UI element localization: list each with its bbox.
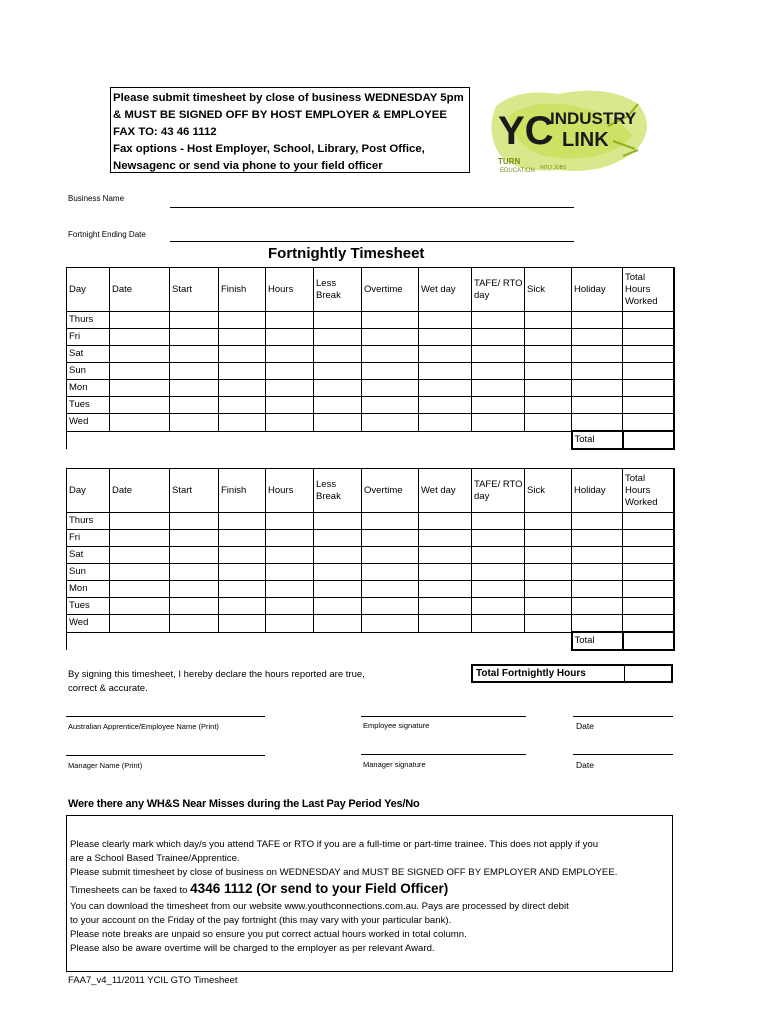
date-cell[interactable] <box>110 363 170 380</box>
hours-cell[interactable] <box>266 581 314 598</box>
week2-total-cell[interactable] <box>623 632 674 650</box>
info-line: Please note breaks are unpaid so ensure you put correct actual hours worked in total column. <box>70 929 467 940</box>
date-label: Date <box>576 721 594 731</box>
start-cell[interactable] <box>170 312 219 329</box>
header-day: Day <box>67 469 110 513</box>
hours-cell[interactable] <box>266 329 314 346</box>
wet-day-cell[interactable] <box>419 598 472 615</box>
holiday-cell[interactable] <box>572 513 623 530</box>
logo-tagline-turn: TURN <box>498 157 521 166</box>
info-fax-number: 4346 1112 (Or send to your Field Officer) <box>190 881 449 896</box>
hours-cell[interactable] <box>266 397 314 414</box>
total-cell[interactable] <box>623 581 674 598</box>
manager-name-line[interactable] <box>66 755 265 756</box>
sick-cell[interactable] <box>525 363 572 380</box>
overtime-cell[interactable] <box>362 312 419 329</box>
logo-tagline-jobs: INTO JOBS <box>540 165 567 171</box>
sick-cell[interactable] <box>525 513 572 530</box>
break-cell[interactable] <box>314 329 362 346</box>
start-cell[interactable] <box>170 547 219 564</box>
yc-industry-link-logo <box>488 86 658 178</box>
tafe-cell[interactable] <box>472 564 525 581</box>
day-cell: Mon <box>67 581 110 598</box>
info-line: are a School Based Trainee/Apprentice. <box>70 853 240 864</box>
sick-cell[interactable] <box>525 329 572 346</box>
sick-cell[interactable] <box>525 346 572 363</box>
notice-line: & MUST BE SIGNED OFF BY HOST EMPLOYER & EMPLOYEE <box>113 109 447 121</box>
break-cell[interactable] <box>314 363 362 380</box>
total-cell[interactable] <box>623 513 674 530</box>
start-cell[interactable] <box>170 346 219 363</box>
break-cell[interactable] <box>314 598 362 615</box>
total-cell[interactable] <box>623 346 674 363</box>
holiday-cell[interactable] <box>572 598 623 615</box>
sick-cell[interactable] <box>525 564 572 581</box>
sick-cell[interactable] <box>525 615 572 633</box>
table-row <box>67 581 674 598</box>
header-holiday: Holiday <box>572 268 623 312</box>
holiday-cell[interactable] <box>572 530 623 547</box>
table-row <box>67 598 674 615</box>
table-header-row <box>67 268 674 312</box>
date-cell[interactable] <box>110 513 170 530</box>
date-cell[interactable] <box>110 329 170 346</box>
overtime-cell[interactable] <box>362 513 419 530</box>
header-tafe-rto-day: TAFE/ RTO day <box>472 268 525 312</box>
day-cell: Tues <box>67 397 110 414</box>
employee-signature-line[interactable] <box>361 716 526 717</box>
holiday-cell[interactable] <box>572 547 623 564</box>
day-cell: Sun <box>67 564 110 581</box>
start-cell[interactable] <box>170 581 219 598</box>
header-less-break: Less Break <box>314 268 362 312</box>
overtime-cell[interactable] <box>362 598 419 615</box>
start-cell[interactable] <box>170 530 219 547</box>
overtime-cell[interactable] <box>362 564 419 581</box>
date-cell[interactable] <box>110 380 170 397</box>
holiday-cell[interactable] <box>572 581 623 598</box>
total-fortnightly-label: Total Fortnightly Hours <box>473 666 625 681</box>
finish-cell[interactable] <box>219 380 266 397</box>
break-cell[interactable] <box>314 513 362 530</box>
tafe-cell[interactable] <box>472 329 525 346</box>
wet-day-cell[interactable] <box>419 329 472 346</box>
finish-cell[interactable] <box>219 615 266 633</box>
holiday-cell[interactable] <box>572 363 623 380</box>
wet-day-cell[interactable] <box>419 397 472 414</box>
wet-day-cell[interactable] <box>419 380 472 397</box>
date-cell[interactable] <box>110 346 170 363</box>
tafe-cell[interactable] <box>472 414 525 432</box>
tafe-cell[interactable] <box>472 380 525 397</box>
declaration <box>68 668 365 696</box>
date-cell[interactable] <box>110 564 170 581</box>
tafe-cell[interactable] <box>472 363 525 380</box>
start-cell[interactable] <box>170 598 219 615</box>
header-less-break: Less Break <box>314 469 362 513</box>
header-hours: Hours <box>266 469 314 513</box>
start-cell[interactable] <box>170 615 219 633</box>
start-cell[interactable] <box>170 513 219 530</box>
sick-cell[interactable] <box>525 380 572 397</box>
break-cell[interactable] <box>314 346 362 363</box>
sick-cell[interactable] <box>525 397 572 414</box>
day-cell: Sat <box>67 346 110 363</box>
overtime-cell[interactable] <box>362 414 419 432</box>
holiday-cell[interactable] <box>572 615 623 633</box>
start-cell[interactable] <box>170 414 219 432</box>
break-cell[interactable] <box>314 312 362 329</box>
tafe-cell[interactable] <box>472 397 525 414</box>
logo-yc: YC <box>498 109 554 153</box>
start-cell[interactable] <box>170 564 219 581</box>
hours-cell[interactable] <box>266 530 314 547</box>
table-row <box>67 346 674 363</box>
info-line: Please submit timesheet by close of business on WEDNESDAY and MUST BE SIGNED OFF BY EMPLOYER AND EMPLOYEE. <box>70 867 618 878</box>
day-cell: Fri <box>67 530 110 547</box>
sick-cell[interactable] <box>525 414 572 432</box>
table-row <box>67 380 674 397</box>
table-row <box>67 329 674 346</box>
total-cell[interactable] <box>623 363 674 380</box>
break-cell[interactable] <box>314 380 362 397</box>
finish-cell[interactable] <box>219 414 266 432</box>
instructions-box <box>66 815 673 972</box>
employee-name-label: Australian Apprentice/Employee Name (Print) <box>68 722 219 731</box>
holiday-cell[interactable] <box>572 312 623 329</box>
table-row <box>67 547 674 564</box>
total-cell[interactable] <box>623 564 674 581</box>
tafe-cell[interactable] <box>472 581 525 598</box>
total-cell[interactable] <box>623 397 674 414</box>
break-cell[interactable] <box>314 414 362 432</box>
notice-line: FAX TO: 43 46 1112 <box>113 126 217 138</box>
finish-cell[interactable] <box>219 363 266 380</box>
whs-question: Were there any WH&S Near Misses during the Last Pay Period Yes/No <box>68 798 420 810</box>
start-cell[interactable] <box>170 397 219 414</box>
overtime-cell[interactable] <box>362 581 419 598</box>
holiday-cell[interactable] <box>572 414 623 432</box>
notice-line: Fax options - Host Employer, School, Library, Post Office, <box>113 143 425 155</box>
finish-cell[interactable] <box>219 329 266 346</box>
hours-cell[interactable] <box>266 513 314 530</box>
week1-total-cell[interactable] <box>623 431 674 449</box>
break-cell[interactable] <box>314 530 362 547</box>
total-cell[interactable] <box>623 530 674 547</box>
header-overtime: Overtime <box>362 469 419 513</box>
overtime-cell[interactable] <box>362 397 419 414</box>
table-row <box>67 414 674 432</box>
hours-cell[interactable] <box>266 564 314 581</box>
finish-cell[interactable] <box>219 530 266 547</box>
declaration-line: correct & accurate. <box>68 683 148 694</box>
header-sick: Sick <box>525 268 572 312</box>
date-cell[interactable] <box>110 598 170 615</box>
day-cell: Wed <box>67 414 110 432</box>
day-cell: Thurs <box>67 312 110 329</box>
info-line: You can download the timesheet from our website www.youthconnections.com.au. Pays are processed by direct debit <box>70 901 569 912</box>
header-tafe-rto-day: TAFE/ RTO day <box>472 469 525 513</box>
tafe-cell[interactable] <box>472 547 525 564</box>
header-total-hours: Total Hours Worked <box>623 268 674 312</box>
day-cell: Thurs <box>67 513 110 530</box>
notice-line: Newsagenc or send via phone to your field officer <box>113 160 383 172</box>
break-cell[interactable] <box>314 547 362 564</box>
fortnight-ending-label: Fortnight Ending Date <box>68 230 146 239</box>
hours-cell[interactable] <box>266 363 314 380</box>
finish-cell[interactable] <box>219 312 266 329</box>
table-row <box>67 615 674 633</box>
logo-link: LINK <box>562 129 609 151</box>
total-row <box>67 632 674 650</box>
break-cell[interactable] <box>314 397 362 414</box>
overtime-cell[interactable] <box>362 380 419 397</box>
date-cell[interactable] <box>110 530 170 547</box>
total-fortnightly-hours-box <box>471 664 673 683</box>
wet-day-cell[interactable] <box>419 581 472 598</box>
day-cell: Fri <box>67 329 110 346</box>
wet-day-cell[interactable] <box>419 363 472 380</box>
header-day: Day <box>67 268 110 312</box>
fortnight-ending-line[interactable] <box>170 241 574 242</box>
header-start: Start <box>170 268 219 312</box>
total-cell[interactable] <box>623 312 674 329</box>
table-row <box>67 513 674 530</box>
table-row <box>67 564 674 581</box>
finish-cell[interactable] <box>219 397 266 414</box>
info-line: Please clearly mark which day/s you attend TAFE or RTO if you are a full-time or part-time trainee. This does not apply if you <box>70 839 599 850</box>
finish-cell[interactable] <box>219 547 266 564</box>
notice-line: Please submit timesheet by close of business WEDNESDAY 5pm <box>113 92 464 104</box>
header-wet-day: Wet day <box>419 469 472 513</box>
total-cell[interactable] <box>623 329 674 346</box>
employee-signature-label: Employee signature <box>363 721 430 730</box>
tafe-cell[interactable] <box>472 312 525 329</box>
start-cell[interactable] <box>170 363 219 380</box>
business-name-label: Business Name <box>68 194 125 203</box>
total-cell[interactable] <box>623 598 674 615</box>
date-cell[interactable] <box>110 615 170 633</box>
logo-industry: INDUSTRY <box>550 109 637 128</box>
tafe-cell[interactable] <box>472 598 525 615</box>
hours-cell[interactable] <box>266 380 314 397</box>
finish-cell[interactable] <box>219 581 266 598</box>
date-cell[interactable] <box>110 547 170 564</box>
date-cell[interactable] <box>110 581 170 598</box>
total-cell[interactable] <box>623 414 674 432</box>
header-start: Start <box>170 469 219 513</box>
page-title: Fortnightly Timesheet <box>268 245 425 262</box>
date-cell[interactable] <box>110 414 170 432</box>
overtime-cell[interactable] <box>362 346 419 363</box>
table-row <box>67 397 674 414</box>
date-line[interactable] <box>573 716 673 717</box>
date-label: Date <box>576 760 594 770</box>
date-line[interactable] <box>573 754 673 755</box>
table-row <box>67 312 674 329</box>
manager-signature-line[interactable] <box>361 754 526 755</box>
day-cell: Sun <box>67 363 110 380</box>
holiday-cell[interactable] <box>572 397 623 414</box>
wet-day-cell[interactable] <box>419 547 472 564</box>
break-cell[interactable] <box>314 581 362 598</box>
wet-day-cell[interactable] <box>419 312 472 329</box>
overtime-cell[interactable] <box>362 530 419 547</box>
info-line: Please also be aware overtime will be charged to the employer as per relevant Award. <box>70 943 435 954</box>
finish-cell[interactable] <box>219 513 266 530</box>
total-fortnightly-value[interactable] <box>625 666 671 681</box>
header-date: Date <box>110 268 170 312</box>
finish-cell[interactable] <box>219 598 266 615</box>
header-hours: Hours <box>266 268 314 312</box>
overtime-cell[interactable] <box>362 363 419 380</box>
day-cell: Mon <box>67 380 110 397</box>
hours-cell[interactable] <box>266 346 314 363</box>
header-overtime: Overtime <box>362 268 419 312</box>
week1-timesheet-table <box>66 267 675 450</box>
header-wet-day: Wet day <box>419 268 472 312</box>
holiday-cell[interactable] <box>572 329 623 346</box>
date-cell[interactable] <box>110 312 170 329</box>
total-label: Total <box>572 632 623 650</box>
day-cell: Tues <box>67 598 110 615</box>
header-sick: Sick <box>525 469 572 513</box>
hours-cell[interactable] <box>266 547 314 564</box>
total-cell[interactable] <box>623 615 674 633</box>
header-total-hours: Total Hours Worked <box>623 469 674 513</box>
table-row <box>67 363 674 380</box>
info-line: to your account on the Friday of the pay fortnight (this may vary with your particular bank). <box>70 915 452 926</box>
info-fax-prefix: Timesheets can be faxed to <box>70 885 191 896</box>
employee-name-line[interactable] <box>66 716 265 717</box>
header-holiday: Holiday <box>572 469 623 513</box>
tafe-cell[interactable] <box>472 530 525 547</box>
footer-form-id: FAA7_v4_11/2011 YCIL GTO Timesheet <box>68 975 238 986</box>
table-row <box>67 530 674 547</box>
manager-signature-label: Manager signature <box>363 760 426 769</box>
day-cell: Sat <box>67 547 110 564</box>
header-finish: Finish <box>219 268 266 312</box>
overtime-cell[interactable] <box>362 329 419 346</box>
sick-cell[interactable] <box>525 581 572 598</box>
logo-tagline-education: EDUCATION <box>500 168 535 174</box>
hours-cell[interactable] <box>266 598 314 615</box>
wet-day-cell[interactable] <box>419 564 472 581</box>
date-cell[interactable] <box>110 397 170 414</box>
total-label: Total <box>572 431 623 449</box>
break-cell[interactable] <box>314 564 362 581</box>
sick-cell[interactable] <box>525 598 572 615</box>
sick-cell[interactable] <box>525 312 572 329</box>
header-finish: Finish <box>219 469 266 513</box>
wet-day-cell[interactable] <box>419 414 472 432</box>
total-row <box>67 431 674 449</box>
hours-cell[interactable] <box>266 615 314 633</box>
holiday-cell[interactable] <box>572 564 623 581</box>
total-cell[interactable] <box>623 380 674 397</box>
tafe-cell[interactable] <box>472 615 525 633</box>
hours-cell[interactable] <box>266 414 314 432</box>
holiday-cell[interactable] <box>572 346 623 363</box>
finish-cell[interactable] <box>219 564 266 581</box>
wet-day-cell[interactable] <box>419 615 472 633</box>
overtime-cell[interactable] <box>362 547 419 564</box>
table-header-row <box>67 469 674 513</box>
holiday-cell[interactable] <box>572 380 623 397</box>
day-cell: Wed <box>67 615 110 633</box>
break-cell[interactable] <box>314 615 362 633</box>
info-line <box>70 880 672 900</box>
overtime-cell[interactable] <box>362 615 419 633</box>
total-cell[interactable] <box>623 547 674 564</box>
manager-name-label: Manager Name (Print) <box>68 761 143 770</box>
sick-cell[interactable] <box>525 530 572 547</box>
start-cell[interactable] <box>170 380 219 397</box>
business-name-line[interactable] <box>170 207 574 208</box>
sick-cell[interactable] <box>525 547 572 564</box>
wet-day-cell[interactable] <box>419 530 472 547</box>
week2-timesheet-table <box>66 468 675 651</box>
declaration-line: By signing this timesheet, I hereby declare the hours reported are true, <box>68 669 365 680</box>
submission-notice <box>110 87 470 173</box>
tafe-cell[interactable] <box>472 513 525 530</box>
tafe-cell[interactable] <box>472 346 525 363</box>
start-cell[interactable] <box>170 329 219 346</box>
wet-day-cell[interactable] <box>419 346 472 363</box>
finish-cell[interactable] <box>219 346 266 363</box>
hours-cell[interactable] <box>266 312 314 329</box>
wet-day-cell[interactable] <box>419 513 472 530</box>
header-date: Date <box>110 469 170 513</box>
